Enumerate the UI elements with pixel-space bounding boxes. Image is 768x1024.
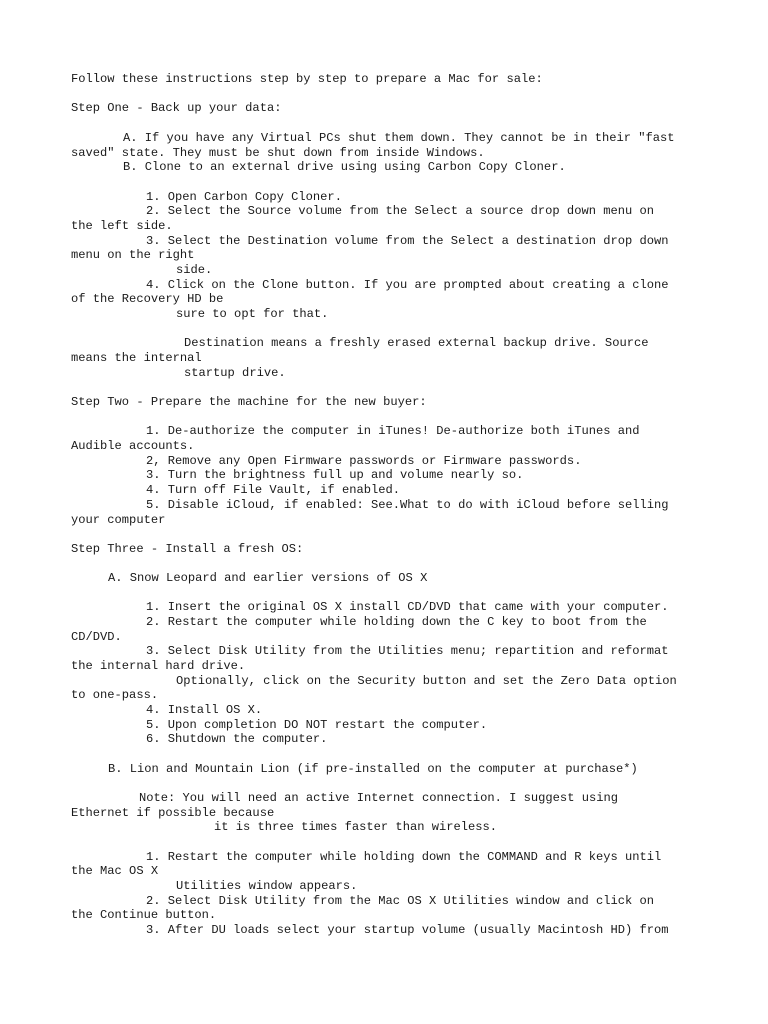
intro-text: Follow these instructions step by step to prepare a Mac for sale: bbox=[71, 72, 543, 86]
section-b-title: B. Lion and Mountain Lion (if pre-installed on the computer at purchase*) bbox=[108, 762, 638, 776]
section-a-item-2: 2. Restart the computer while holding down the C key to boot from the bbox=[146, 615, 647, 629]
step-two-item-1-cont: Audible accounts. bbox=[71, 439, 195, 453]
section-b-item-2-cont: the Continue button. bbox=[71, 908, 217, 922]
step-two-item-2: 2, Remove any Open Firmware passwords or Firmware passwords. bbox=[146, 454, 582, 468]
step-two-item-4: 4. Turn off File Vault, if enabled. bbox=[146, 483, 401, 497]
section-a-item-4: 4. Install OS X. bbox=[146, 703, 263, 717]
section-a-item-2-cont: CD/DVD. bbox=[71, 630, 122, 644]
section-a-title: A. Snow Leopard and earlier versions of OS X bbox=[108, 571, 428, 585]
section-a-item-3-cont: the internal hard drive. bbox=[71, 659, 246, 673]
destination-note-cont: means the internal bbox=[71, 351, 202, 365]
step-one-heading: Step One - Back up your data: bbox=[71, 101, 282, 115]
step-two-item-5: 5. Disable iCloud, if enabled: See.What to do with iCloud before selling bbox=[146, 498, 669, 512]
section-b-note-cont-2: it is three times faster than wireless. bbox=[214, 820, 498, 834]
section-b-item-1-cont-2: Utilities window appears. bbox=[176, 879, 358, 893]
step-two-heading: Step Two - Prepare the machine for the new buyer: bbox=[71, 395, 427, 409]
clone-substep-4: 4. Click on the Clone button. If you are prompted about creating a clone bbox=[146, 278, 669, 292]
step-two-item-1: 1. De-authorize the computer in iTunes! De-authorize both iTunes and bbox=[146, 424, 640, 438]
step-three-heading: Step Three - Install a fresh OS: bbox=[71, 542, 304, 556]
clone-substep-2-cont: the left side. bbox=[71, 219, 173, 233]
clone-substep-2: 2. Select the Source volume from the Select a source drop down menu on bbox=[146, 204, 655, 218]
step-two-item-3: 3. Turn the brightness full up and volume nearly so. bbox=[146, 468, 524, 482]
destination-note-cont-2: startup drive. bbox=[184, 366, 286, 380]
clone-substep-3-cont: menu on the right bbox=[71, 248, 195, 262]
section-a-item-3: 3. Select Disk Utility from the Utilities menu; repartition and reformat bbox=[146, 644, 669, 658]
section-a-optional-note-cont: to one-pass. bbox=[71, 688, 159, 702]
section-b-item-1: 1. Restart the computer while holding down the COMMAND and R keys until bbox=[146, 850, 662, 864]
clone-substep-4-cont-2: sure to opt for that. bbox=[176, 307, 329, 321]
section-b-item-3: 3. After DU loads select your startup volume (usually Macintosh HD) from bbox=[146, 923, 669, 937]
step-two-item-5-cont: your computer bbox=[71, 513, 166, 527]
destination-note: Destination means a freshly erased external backup drive. Source bbox=[184, 336, 649, 350]
section-b-note: Note: You will need an active Internet connection. I suggest using bbox=[139, 791, 618, 805]
section-b-item-2: 2. Select Disk Utility from the Mac OS X Utilities window and click on bbox=[146, 894, 655, 908]
clone-substep-1: 1. Open Carbon Copy Cloner. bbox=[146, 190, 342, 204]
section-a-optional-note: Optionally, click on the Security button and set the Zero Data option bbox=[176, 674, 677, 688]
step-one-item-a-line-2: saved" state. They must be shut down from inside Windows. bbox=[71, 146, 485, 160]
section-a-item-5: 5. Upon completion DO NOT restart the computer. bbox=[146, 718, 488, 732]
section-b-note-cont: Ethernet if possible because bbox=[71, 806, 275, 820]
section-a-item-6: 6. Shutdown the computer. bbox=[146, 732, 328, 746]
step-one-item-a-line-1: A. If you have any Virtual PCs shut them down. They cannot be in their "fast bbox=[123, 131, 675, 145]
clone-substep-3: 3. Select the Destination volume from the Select a destination drop down bbox=[146, 234, 669, 248]
clone-substep-3-cont-2: side. bbox=[176, 263, 213, 277]
section-a-item-1: 1. Insert the original OS X install CD/DVD that came with your computer. bbox=[146, 600, 669, 614]
clone-substep-4-cont: of the Recovery HD be bbox=[71, 292, 224, 306]
step-one-item-b: B. Clone to an external drive using using Carbon Copy Cloner. bbox=[123, 160, 566, 174]
section-b-item-1-cont: the Mac OS X bbox=[71, 864, 159, 878]
